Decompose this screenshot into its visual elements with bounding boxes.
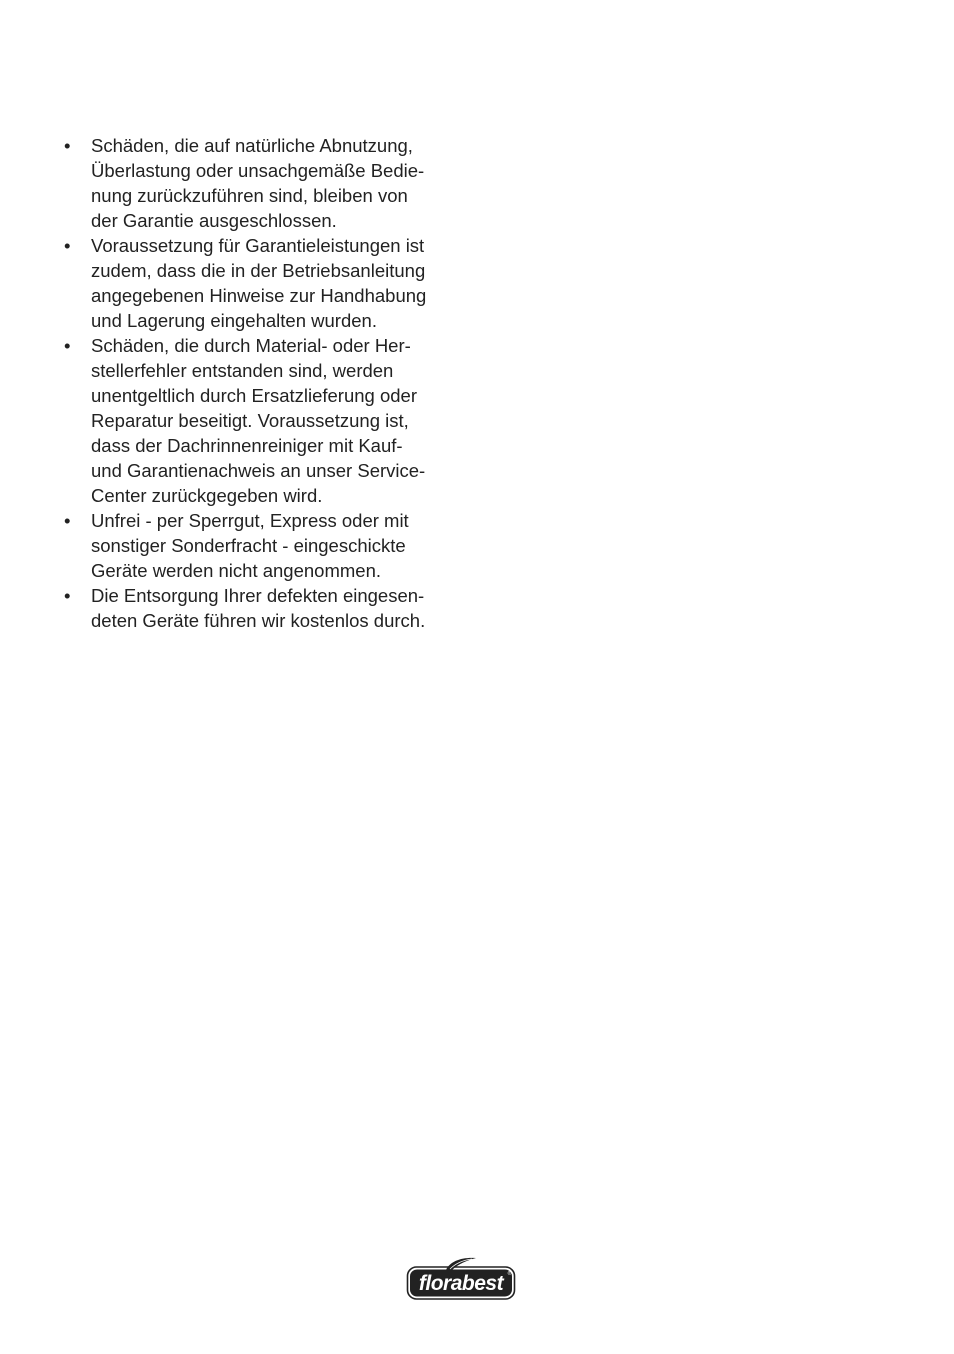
florabest-logo-graphic	[406, 1256, 516, 1302]
text-line: unentgeltlich durch Ersatzlieferung oder	[91, 385, 417, 406]
florabest-logo	[406, 1256, 516, 1302]
bullet: •	[64, 335, 71, 356]
text-line: angegebenen Hinweise zur Handhabung	[91, 285, 427, 306]
text-line: nung zurückzuführen sind, bleiben von	[91, 185, 408, 206]
list-item	[64, 133, 464, 233]
bullet: •	[64, 585, 71, 606]
text-line: stellerfehler entstanden sind, werden	[91, 360, 394, 381]
text-line: der Garantie ausgeschlossen.	[91, 210, 337, 231]
warranty-conditions-list	[64, 133, 464, 633]
text-line: und Garantienachweis an unser Service-	[91, 460, 426, 481]
text-line: Schäden, die auf natürliche Abnutzung,	[91, 135, 413, 156]
text-line: Geräte werden nicht angenommen.	[91, 560, 382, 581]
text-line: Die Entsorgung Ihrer defekten eingesen-	[91, 585, 425, 606]
text-line: Reparatur beseitigt. Voraussetzung ist,	[91, 410, 409, 431]
text-line: dass der Dachrinnenreiniger mit Kauf-	[91, 435, 403, 456]
text-line: Überlastung oder unsachgemäße Bedie-	[91, 160, 425, 181]
list-item	[64, 583, 464, 633]
bullet: •	[64, 235, 71, 256]
logo-wordmark: florabest	[418, 1272, 504, 1295]
text-line: und Lagerung eingehalten wurden.	[91, 310, 377, 331]
list-item	[64, 508, 464, 583]
text-line: zudem, dass die in der Betriebsanleitung	[91, 260, 426, 281]
text-line: Center zurückgegeben wird.	[91, 485, 323, 506]
bullet: •	[64, 510, 71, 531]
text-line: deten Geräte führen wir kostenlos durch.	[91, 610, 426, 631]
registered-mark: ®	[507, 1271, 512, 1277]
text-line: Schäden, die durch Material- oder Her-	[91, 335, 411, 356]
bullet: •	[64, 135, 71, 156]
text-line: sonstiger Sonderfracht - eingeschickte	[91, 535, 406, 556]
text-line: Voraussetzung für Garantieleistungen ist	[91, 235, 425, 256]
list-item	[64, 333, 464, 508]
warranty-text-column	[64, 133, 464, 633]
text-line: Unfrei - per Sperrgut, Express oder mit	[91, 510, 409, 531]
list-item	[64, 233, 464, 333]
